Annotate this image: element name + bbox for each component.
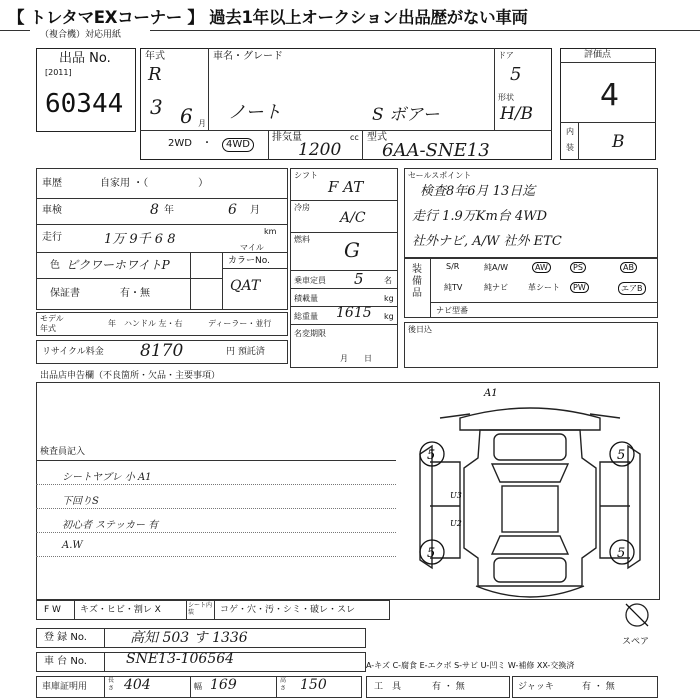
color-value: ピクワーホワイトP xyxy=(66,258,170,272)
damage-legend: A-キズ C-腐食 E-エクボ S-サビ U-凹ミ W-補修 XX-交換済 xyxy=(366,661,575,670)
tire-front-right-value: 5 xyxy=(617,448,626,463)
inspector-line-3: 初心者 ステッカー 有 xyxy=(62,520,159,531)
load-unit: kg xyxy=(384,294,394,303)
score-label: 評価点 xyxy=(584,50,612,60)
diagram-tailgate xyxy=(494,558,566,582)
chassis-label: 車 台 No. xyxy=(44,656,87,667)
model-year-unit: 年 xyxy=(108,319,116,328)
drive-4wd: 4WD xyxy=(222,138,254,152)
vehicle-divider-3 xyxy=(268,130,269,160)
warranty-label: 保証書 xyxy=(50,288,80,299)
sales-line-1: 検査8年6月 13日迄 xyxy=(420,184,536,199)
lot-label: 出品 No. xyxy=(59,51,111,66)
navi-model-label: ナビ型番 xyxy=(436,306,468,315)
gross-label: 総重量 xyxy=(294,312,318,321)
reg-value: 高知 503 す 1336 xyxy=(130,630,248,646)
diagram-front-bumper xyxy=(460,408,600,430)
month-unit: 月 xyxy=(198,119,206,128)
vehicle-grade: S ボアー xyxy=(372,105,440,125)
equip-airbag: エアB xyxy=(618,282,646,295)
door-label: ドア xyxy=(498,51,514,60)
model-value: 6AA-SNE13 xyxy=(382,140,490,161)
vehicle-divider-2 xyxy=(494,48,495,130)
vehicle-divider-4 xyxy=(362,130,363,160)
diagram-tag-front: A1 xyxy=(484,388,498,399)
usage-options: 自家用 ・（ ） xyxy=(100,178,209,189)
tire-front-left-value: 5 xyxy=(427,448,436,463)
spare-label: スペア xyxy=(622,637,650,647)
score-divider-3 xyxy=(578,122,579,160)
diagram-windshield xyxy=(492,464,568,482)
diagram-hood xyxy=(494,434,566,460)
year-era: R xyxy=(148,64,162,85)
fw-text: キズ・ヒビ・割レ X xyxy=(80,605,161,615)
model-label: 型式 xyxy=(367,132,387,143)
cert-label: 車庫証明用 xyxy=(42,682,88,692)
capacity-unit: 名 xyxy=(384,276,392,285)
interior-label-1: 内 xyxy=(566,127,574,136)
color-no-label: カラーNo. xyxy=(228,256,270,266)
ac-value: A/C xyxy=(340,210,366,226)
gross-value: 1615 xyxy=(336,305,372,321)
equip-pw: PW xyxy=(570,282,589,293)
usage-label: 車歴 xyxy=(42,178,62,189)
report-label: 出品店申告欄（不良箇所・欠品・主要事項） xyxy=(40,371,221,381)
diagram-rear-window xyxy=(492,536,568,554)
capacity-label: 乗車定員 xyxy=(294,276,326,285)
fw-label: F W xyxy=(44,605,61,615)
inspection-label: 車検 xyxy=(42,205,62,216)
load-label: 積載量 xyxy=(294,294,318,303)
chassis-value: SNE13-106564 xyxy=(126,651,235,667)
lot-year-tag: [2011] xyxy=(45,68,72,77)
color-label: 色 xyxy=(50,260,60,271)
door-value: 5 xyxy=(510,64,522,85)
sales-line-2: 走行 1.9万Km台 4WD xyxy=(412,209,548,224)
recycle-value: 8170 xyxy=(140,341,184,361)
recycle-label: リサイクル料金 xyxy=(42,347,104,357)
year-value: 3 xyxy=(150,95,163,119)
mileage-label: 走行 xyxy=(42,232,62,243)
model-year-label-1: モデル xyxy=(40,314,64,323)
equip-navi: 純ナビ xyxy=(484,283,508,292)
reg-label: 登 録 No. xyxy=(44,632,87,643)
score-divider-2 xyxy=(560,122,656,123)
drive-2wd: 2WD xyxy=(168,138,192,149)
score-value: 4 xyxy=(600,78,620,113)
diagram-mark-u2: U2 xyxy=(450,519,462,528)
header-divider-left xyxy=(0,30,30,31)
equipment-items xyxy=(434,258,656,302)
name-label: 車名・グレード xyxy=(213,51,283,62)
after-box xyxy=(404,322,658,368)
inspection-year-unit: 年 xyxy=(164,205,174,216)
shape-value: H/B xyxy=(500,104,534,124)
gross-unit: kg xyxy=(384,312,394,321)
dealer-options: ディーラー・並行 xyxy=(208,319,272,328)
fuel-value: G xyxy=(344,238,360,262)
equipment-label: 装備品 xyxy=(412,264,422,299)
wid-value: 169 xyxy=(210,677,237,693)
diagram-body-outline xyxy=(464,430,596,586)
cc-unit: cc xyxy=(350,133,359,142)
fuel-label: 燃料 xyxy=(294,235,310,244)
tire-rear-right-value: 5 xyxy=(617,546,626,561)
mileage-value: 1万 9千 6 8 xyxy=(104,232,176,247)
shift-label: シフト xyxy=(294,171,318,180)
score-divider-1 xyxy=(560,62,656,63)
interior-label-2: 装 xyxy=(566,143,574,152)
jack-options: 有 ・ 無 xyxy=(582,682,615,692)
inspection-month-unit: 月 xyxy=(250,205,260,216)
diagram-right-doors xyxy=(600,462,630,558)
vehicle-name: ノート xyxy=(228,102,282,123)
shift-value: F AT xyxy=(328,178,364,196)
seat-text: コゲ・穴・汚・シミ・破レ・スレ xyxy=(220,605,356,615)
jack-label: ジャッキ xyxy=(518,682,554,692)
inspection-month: 6 xyxy=(228,202,237,218)
car-diagram xyxy=(410,388,650,628)
sales-line-3: 社外ナビ, A/W 社外 ETC xyxy=(412,234,562,249)
rename-unit: 月 日 xyxy=(340,354,372,363)
equip-aw2: AW xyxy=(532,262,551,273)
after-label: 後日込 xyxy=(408,325,432,334)
equip-sr: S/R xyxy=(446,262,460,271)
warranty-options: 有・無 xyxy=(120,288,150,299)
diagram-roof xyxy=(502,486,558,532)
tools-options: 有 ・ 無 xyxy=(432,682,465,692)
inspector-line-2: 下回りS xyxy=(62,496,99,507)
tire-rear-left-value: 5 xyxy=(427,546,436,561)
equip-ps: PS xyxy=(570,262,586,273)
hgt-value: 150 xyxy=(300,677,327,693)
header-divider-right xyxy=(150,30,700,31)
diagram-rear-bumper xyxy=(476,586,584,597)
capacity-value: 5 xyxy=(354,270,364,288)
header-title: 【 トレタマEXコーナー 】 過去1年以上オークション出品歴がない車両 xyxy=(8,8,528,27)
sales-label: セールスポイント xyxy=(408,171,472,180)
tools-label: 工 具 xyxy=(374,682,402,692)
lot-number: 60344 xyxy=(45,89,124,119)
inspection-year: 8 xyxy=(150,202,159,218)
displacement-label: 排気量 xyxy=(272,132,302,143)
equip-leather: 革シート xyxy=(528,283,560,292)
ac-label: 冷房 xyxy=(294,203,310,212)
shape-label: 形状 xyxy=(498,93,514,102)
drive-sep: ・ xyxy=(202,138,212,149)
hgt-label: 高さ xyxy=(280,677,287,692)
wid-label: 幅 xyxy=(194,682,202,691)
spare-icon xyxy=(620,600,654,630)
header-subtitle: （複合機）対応用紙 xyxy=(40,30,122,40)
equip-ab: AB xyxy=(620,262,637,273)
month-value: 6 xyxy=(180,104,193,128)
interior-value: B xyxy=(612,132,625,152)
vehicle-divider-h xyxy=(140,130,552,131)
displacement-value: 1200 xyxy=(298,140,342,160)
year-label: 年式 xyxy=(145,51,165,62)
model-year-label-2: 年式 xyxy=(40,324,56,333)
equip-aw: 純A/W xyxy=(484,263,509,272)
rename-label: 名変期限 xyxy=(294,329,326,338)
len-label: 長さ xyxy=(108,677,115,692)
seat-label: シート内装 xyxy=(188,602,213,616)
inspector-line-1: シートヤブレ 小 A1 xyxy=(62,472,152,483)
diagram-left-doors xyxy=(430,462,460,558)
len-value: 404 xyxy=(124,677,151,693)
inspector-label: 検査員記入 xyxy=(40,447,86,457)
vehicle-divider-1 xyxy=(208,48,209,130)
recycle-unit: 円 預託済 xyxy=(226,347,265,357)
equip-tv: 純TV xyxy=(444,283,463,292)
transmission-value: QAT xyxy=(230,278,261,294)
handle-options: ハンドル 左・右 xyxy=(124,319,183,328)
lot-box xyxy=(36,48,136,132)
mileage-km: km xyxy=(264,227,277,236)
inspector-line-4: A.W xyxy=(62,540,83,551)
diagram-mark-u3: U3 xyxy=(450,491,462,500)
mileage-mile: マイル xyxy=(240,243,264,252)
